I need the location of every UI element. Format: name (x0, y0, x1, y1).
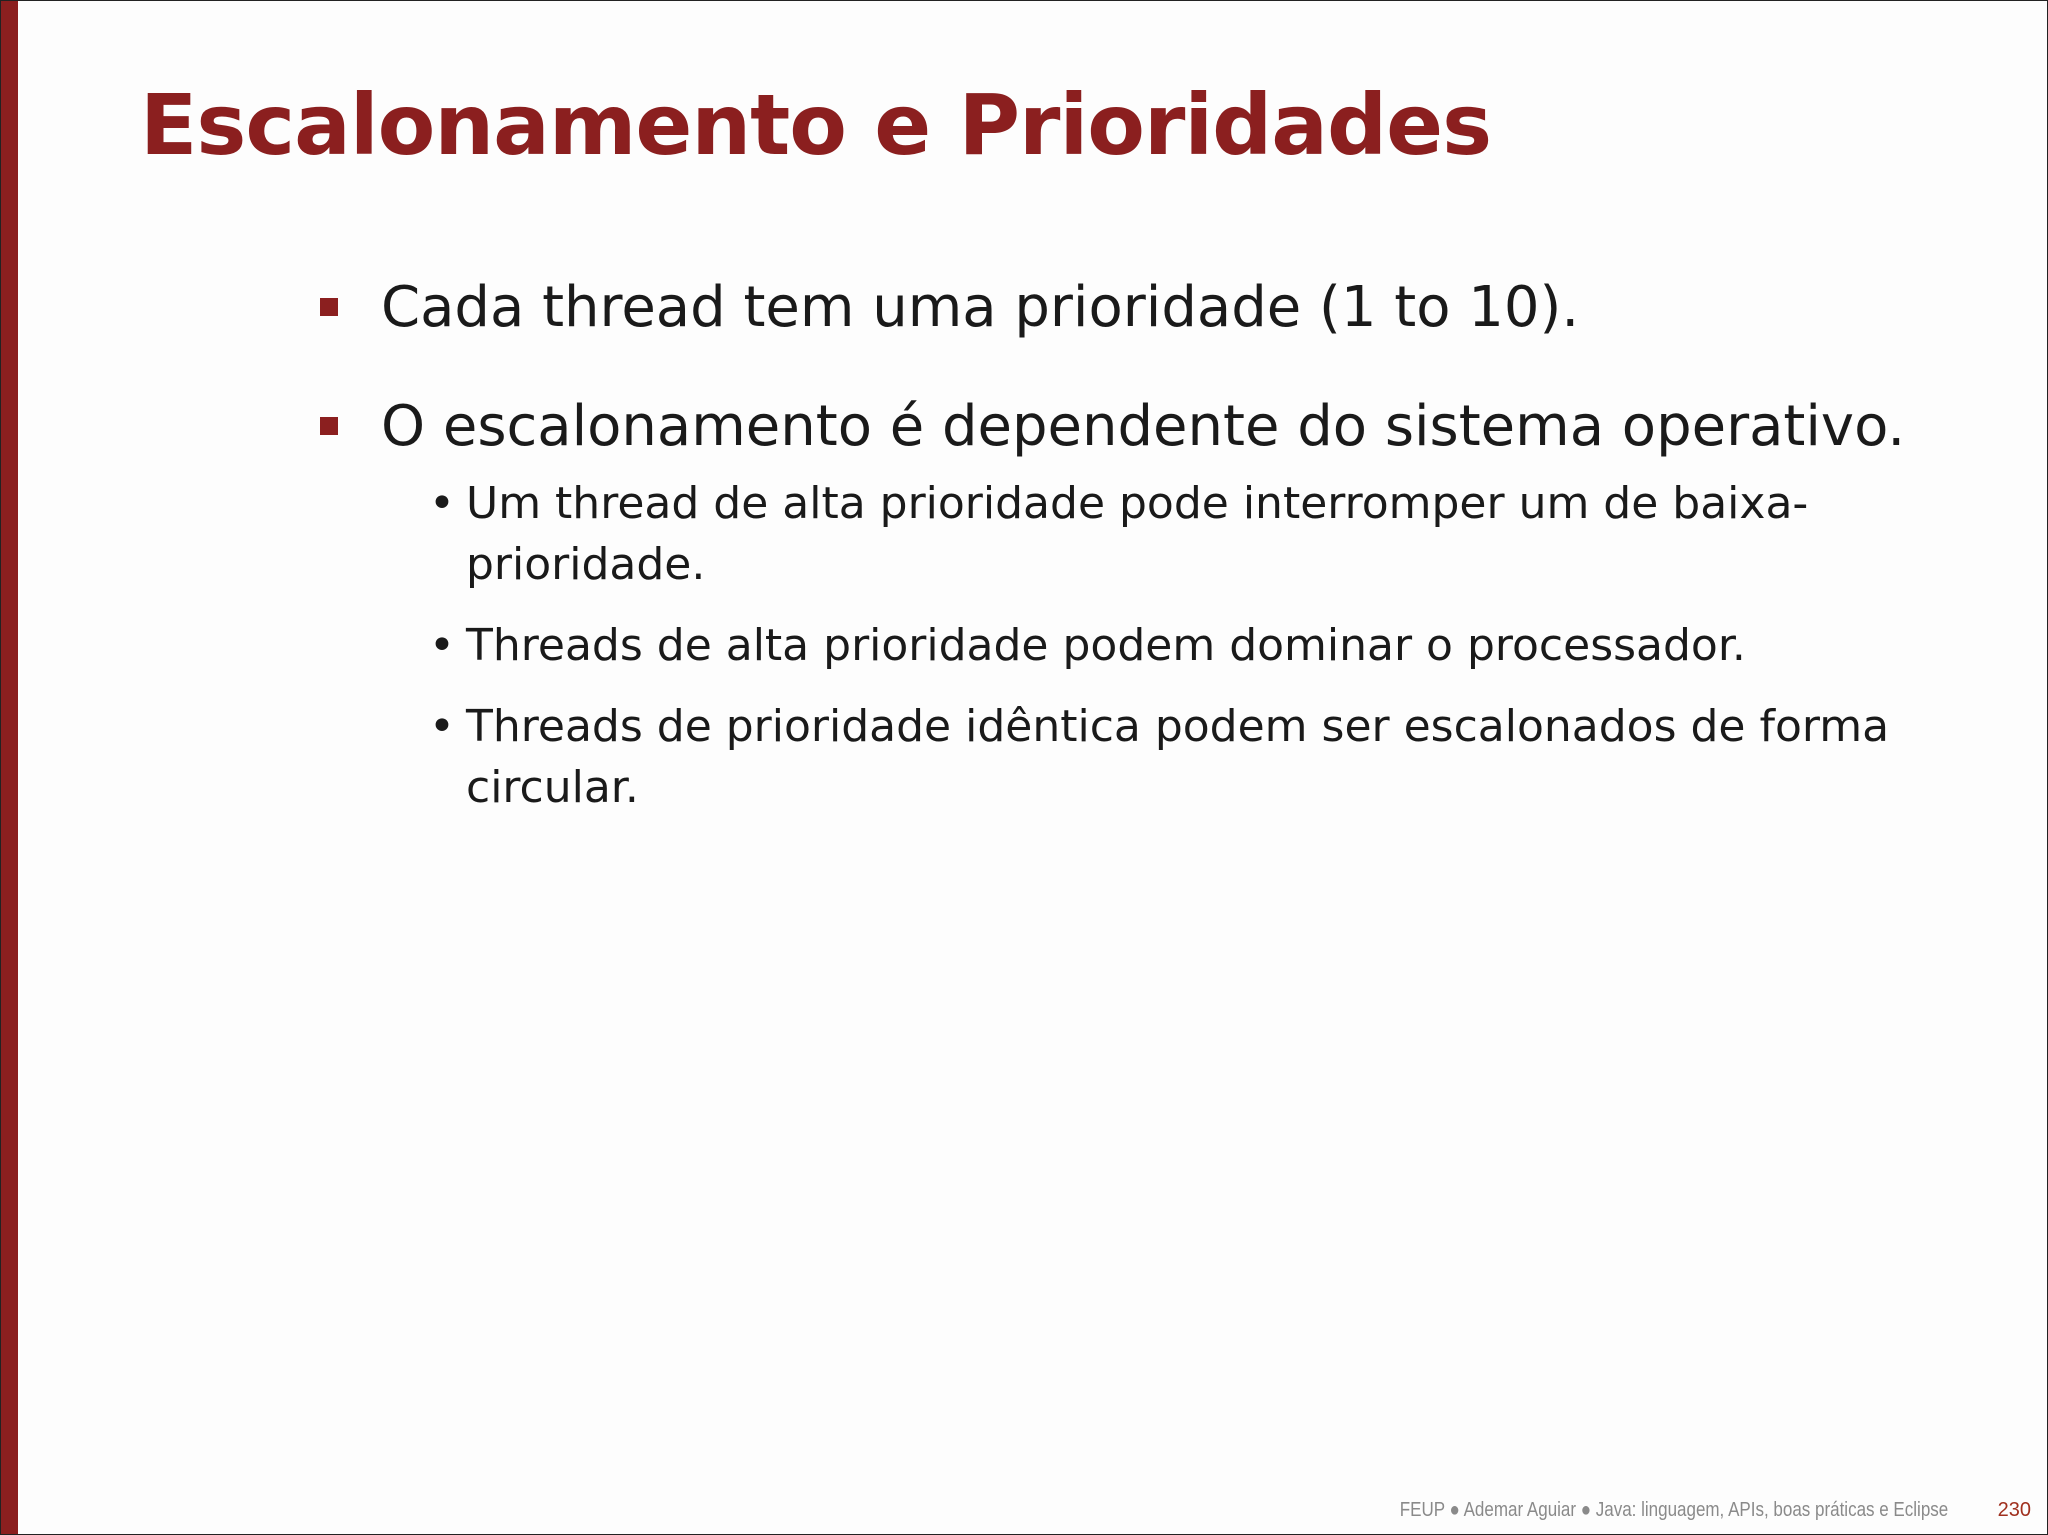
sub-bullet-item (429, 615, 1909, 676)
sub-bullet-item (429, 696, 1909, 818)
dot-bullet-icon: • (429, 620, 455, 671)
slide-content (318, 271, 1908, 838)
sub-bullet-text: Threads de prioridade idêntica podem ser escalonados de forma circular. (466, 701, 1890, 813)
sub-bullet-list (429, 473, 1909, 818)
bullet-text: Cada thread tem uma prioridade (1 to 10). (381, 275, 1580, 340)
dot-bullet-icon: • (429, 478, 455, 529)
slide-title: Escalonamento e Prioridades (140, 76, 1492, 174)
square-bullet-icon (320, 298, 338, 316)
sub-bullet-text: Um thread de alta prioridade pode interromper um de baixa-prioridade. (466, 478, 1809, 590)
square-bullet-icon (320, 417, 338, 435)
left-accent-bar (1, 1, 18, 1534)
page-number: 230 (1997, 1499, 2031, 1521)
sub-bullet-item (429, 473, 1909, 595)
sub-bullet-text: Threads de alta prioridade podem dominar o processador. (466, 620, 1746, 671)
bullet-item (318, 390, 1908, 464)
dot-bullet-icon: • (429, 701, 455, 752)
slide-footer: FEUP ● Ademar Aguiar ● Java: linguagem, APIs, boas práticas e Eclipse (1399, 1499, 1948, 1521)
bullet-text: O escalonamento é dependente do sistema operativo. (381, 394, 1906, 459)
bullet-item (318, 271, 1908, 345)
